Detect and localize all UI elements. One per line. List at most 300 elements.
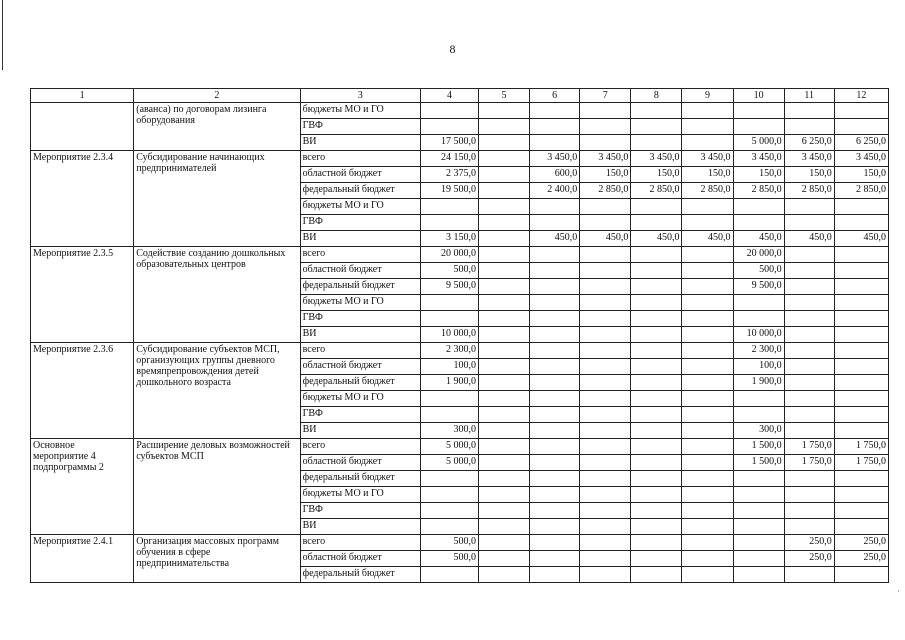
amount-cell [530,439,580,455]
funding-source-cell: бюджеты МО и ГО [300,199,420,215]
amount-cell [580,103,631,119]
amount-cell: 20 000,0 [420,247,478,263]
amount-cell [631,327,682,343]
amount-cell [682,247,733,263]
amount-cell: 3 450,0 [530,151,580,167]
funding-source-cell: ВИ [300,519,420,535]
amount-cell [733,567,784,583]
amount-cell: 1 900,0 [420,375,478,391]
amount-cell [784,119,834,135]
amount-cell: 20 000,0 [733,247,784,263]
amount-cell [479,439,530,455]
amount-cell [733,119,784,135]
amount-cell [834,327,888,343]
amount-cell [479,103,530,119]
amount-cell [530,407,580,423]
amount-cell [530,519,580,535]
funding-source-cell: федеральный бюджет [300,375,420,391]
amount-cell [834,407,888,423]
amount-cell [631,135,682,151]
activity-cell: Мероприятие 2.4.1 [31,535,134,583]
amount-cell [784,391,834,407]
funding-source-cell: федеральный бюджет [300,183,420,199]
amount-cell [631,567,682,583]
amount-cell [580,279,631,295]
amount-cell [784,343,834,359]
amount-cell [479,279,530,295]
amount-cell [631,487,682,503]
amount-cell: 2 850,0 [733,183,784,199]
amount-cell [682,407,733,423]
amount-cell [479,167,530,183]
amount-cell [530,375,580,391]
funding-source-cell: бюджеты МО и ГО [300,487,420,503]
amount-cell [420,567,478,583]
amount-cell: 450,0 [530,231,580,247]
column-header: 8 [631,89,682,103]
amount-cell [834,295,888,311]
amount-cell [682,343,733,359]
amount-cell: 1 500,0 [733,455,784,471]
amount-cell [479,551,530,567]
amount-cell [479,183,530,199]
amount-cell [479,343,530,359]
amount-cell [733,391,784,407]
amount-cell [834,279,888,295]
amount-cell [420,503,478,519]
budget-table [30,88,889,583]
amount-cell [580,503,631,519]
amount-cell [580,391,631,407]
amount-cell [682,423,733,439]
amount-cell [530,327,580,343]
amount-cell: 3 150,0 [420,231,478,247]
funding-source-cell: бюджеты МО и ГО [300,391,420,407]
amount-cell [530,135,580,151]
amount-cell: 2 300,0 [420,343,478,359]
amount-cell: 500,0 [420,535,478,551]
amount-cell [479,215,530,231]
amount-cell: 450,0 [580,231,631,247]
amount-cell: 24 150,0 [420,151,478,167]
amount-cell: 1 750,0 [784,455,834,471]
amount-cell [784,567,834,583]
column-header: 10 [733,89,784,103]
amount-cell [420,119,478,135]
amount-cell: 600,0 [530,167,580,183]
amount-cell [834,503,888,519]
funding-source-cell: ГВФ [300,407,420,423]
amount-cell [631,103,682,119]
amount-cell [580,487,631,503]
amount-cell: 450,0 [834,231,888,247]
amount-cell [784,423,834,439]
amount-cell: 2 300,0 [733,343,784,359]
amount-cell: 250,0 [834,551,888,567]
funding-source-cell: областной бюджет [300,359,420,375]
amount-cell [479,487,530,503]
activity-cell [31,103,134,151]
amount-cell: 3 450,0 [580,151,631,167]
amount-cell: 2 850,0 [631,183,682,199]
amount-cell [784,407,834,423]
amount-cell [580,263,631,279]
amount-cell [682,487,733,503]
amount-cell [682,263,733,279]
amount-cell [530,471,580,487]
amount-cell [733,471,784,487]
amount-cell [530,311,580,327]
table-row [31,439,889,455]
amount-cell [784,247,834,263]
amount-cell [479,471,530,487]
amount-cell [834,471,888,487]
amount-cell [580,199,631,215]
funding-source-cell: всего [300,343,420,359]
amount-cell [631,279,682,295]
amount-cell [682,295,733,311]
amount-cell [580,311,631,327]
amount-cell [682,359,733,375]
amount-cell: 5 000,0 [420,439,478,455]
amount-cell [682,375,733,391]
amount-cell: 300,0 [420,423,478,439]
funding-source-cell: ГВФ [300,119,420,135]
amount-cell [733,199,784,215]
amount-cell [733,551,784,567]
amount-cell [530,263,580,279]
amount-cell [631,535,682,551]
amount-cell: 17 500,0 [420,135,478,151]
amount-cell: 100,0 [420,359,478,375]
column-header: 5 [479,89,530,103]
description-cell: Организация массовых программ обучения в сфере предпринимательства [134,535,300,583]
amount-cell [834,103,888,119]
amount-cell [530,359,580,375]
amount-cell [580,327,631,343]
column-header: 11 [784,89,834,103]
amount-cell [682,311,733,327]
amount-cell [631,391,682,407]
amount-cell [682,327,733,343]
column-header: 7 [580,89,631,103]
amount-cell: 1 900,0 [733,375,784,391]
amount-cell [479,407,530,423]
amount-cell [834,391,888,407]
amount-cell: 2 850,0 [580,183,631,199]
amount-cell [784,279,834,295]
amount-cell [420,103,478,119]
amount-cell: 450,0 [631,231,682,247]
amount-cell [784,327,834,343]
amount-cell [530,567,580,583]
amount-cell: 3 450,0 [682,151,733,167]
amount-cell: 150,0 [733,167,784,183]
amount-cell: 2 850,0 [784,183,834,199]
amount-cell [784,487,834,503]
amount-cell [682,519,733,535]
amount-cell: 1 750,0 [834,455,888,471]
amount-cell [530,391,580,407]
funding-source-cell: ГВФ [300,503,420,519]
amount-cell [479,247,530,263]
amount-cell: 150,0 [580,167,631,183]
amount-cell: 500,0 [420,551,478,567]
amount-cell: 9 500,0 [420,279,478,295]
funding-source-cell: областной бюджет [300,551,420,567]
amount-cell: 150,0 [682,167,733,183]
table-row [31,247,889,263]
amount-cell [733,487,784,503]
amount-cell [682,439,733,455]
amount-cell [682,551,733,567]
table-row [31,103,889,119]
funding-source-cell: всего [300,151,420,167]
activity-cell: Мероприятие 2.3.4 [31,151,134,247]
funding-source-cell: областной бюджет [300,455,420,471]
amount-cell [733,519,784,535]
amount-cell [631,359,682,375]
funding-source-cell: федеральный бюджет [300,567,420,583]
amount-cell [682,135,733,151]
funding-source-cell: ГВФ [300,311,420,327]
amount-cell: 3 450,0 [631,151,682,167]
amount-cell: 1 500,0 [733,439,784,455]
amount-cell [834,423,888,439]
amount-cell [479,295,530,311]
amount-cell [631,263,682,279]
amount-cell [834,199,888,215]
amount-cell [530,551,580,567]
amount-cell [420,295,478,311]
amount-cell [479,263,530,279]
amount-cell [530,503,580,519]
amount-cell [834,567,888,583]
amount-cell [580,471,631,487]
amount-cell [733,535,784,551]
amount-cell [784,199,834,215]
amount-cell [580,519,631,535]
amount-cell [834,487,888,503]
funding-source-cell: областной бюджет [300,167,420,183]
column-header: 4 [420,89,478,103]
amount-cell [479,423,530,439]
amount-cell [631,455,682,471]
amount-cell [682,567,733,583]
amount-cell [420,407,478,423]
amount-cell [530,535,580,551]
margin-rule [2,0,3,70]
amount-cell [530,455,580,471]
amount-cell [580,135,631,151]
amount-cell [834,311,888,327]
funding-source-cell: всего [300,439,420,455]
activity-cell: Основное мероприятие 4 подпрограммы 2 [31,439,134,535]
funding-source-cell: ВИ [300,327,420,343]
edge-mark: · [897,586,900,596]
amount-cell [479,455,530,471]
table-row [31,151,889,167]
amount-cell [631,343,682,359]
table-row [31,343,889,359]
amount-cell [580,343,631,359]
amount-cell [580,247,631,263]
amount-cell [580,119,631,135]
description-cell: Расширение деловых возможностей субъектов МСП [134,439,300,535]
amount-cell: 150,0 [834,167,888,183]
amount-cell [530,119,580,135]
amount-cell: 5 000,0 [733,135,784,151]
amount-cell [580,423,631,439]
amount-cell [580,455,631,471]
amount-cell [784,503,834,519]
amount-cell [479,503,530,519]
amount-cell: 250,0 [784,551,834,567]
amount-cell [420,215,478,231]
activity-cell: Мероприятие 2.3.5 [31,247,134,343]
amount-cell [580,439,631,455]
amount-cell: 3 450,0 [834,151,888,167]
amount-cell [682,119,733,135]
amount-cell [420,199,478,215]
amount-cell [784,519,834,535]
amount-cell [834,343,888,359]
amount-cell [479,535,530,551]
amount-cell: 250,0 [784,535,834,551]
amount-cell [784,359,834,375]
amount-cell [530,199,580,215]
amount-cell [733,503,784,519]
amount-cell [631,247,682,263]
amount-cell [420,519,478,535]
amount-cell [784,103,834,119]
amount-cell: 3 450,0 [733,151,784,167]
amount-cell [631,423,682,439]
amount-cell: 2 850,0 [834,183,888,199]
amount-cell [530,103,580,119]
amount-cell [834,247,888,263]
amount-cell [631,439,682,455]
table-row [31,535,889,551]
amount-cell [580,407,631,423]
funding-source-cell: бюджеты МО и ГО [300,295,420,311]
amount-cell [834,519,888,535]
amount-cell: 10 000,0 [733,327,784,343]
amount-cell [479,519,530,535]
amount-cell [420,471,478,487]
description-cell: Содействие созданию дошкольных образовательных центров [134,247,300,343]
amount-cell [580,359,631,375]
funding-source-cell: ВИ [300,423,420,439]
column-header: 3 [300,89,420,103]
column-header: 2 [134,89,300,103]
amount-cell [580,295,631,311]
amount-cell [479,119,530,135]
amount-cell [834,359,888,375]
funding-source-cell: областной бюджет [300,263,420,279]
amount-cell [631,375,682,391]
amount-cell [420,311,478,327]
amount-cell [530,343,580,359]
amount-cell [631,311,682,327]
amount-cell [580,535,631,551]
amount-cell [580,567,631,583]
amount-cell: 500,0 [420,263,478,279]
amount-cell [682,103,733,119]
amount-cell [784,471,834,487]
amount-cell [580,375,631,391]
amount-cell [733,215,784,231]
description-cell: Субсидирование субъектов МСП, организующих группы дневного времяпрепровождения детей дошкольного возраста [134,343,300,439]
amount-cell [682,455,733,471]
amount-cell [530,423,580,439]
amount-cell [479,391,530,407]
amount-cell [631,119,682,135]
amount-cell: 2 400,0 [530,183,580,199]
amount-cell [479,311,530,327]
amount-cell [530,279,580,295]
funding-source-cell: ВИ [300,231,420,247]
amount-cell: 450,0 [682,231,733,247]
amount-cell: 1 750,0 [784,439,834,455]
amount-cell: 1 750,0 [834,439,888,455]
amount-cell [580,551,631,567]
amount-cell: 19 500,0 [420,183,478,199]
funding-source-cell: всего [300,247,420,263]
amount-cell [784,215,834,231]
amount-cell: 100,0 [733,359,784,375]
amount-cell [784,311,834,327]
funding-source-cell: ГВФ [300,215,420,231]
amount-cell: 250,0 [834,535,888,551]
amount-cell [479,567,530,583]
amount-cell [733,295,784,311]
amount-cell [479,231,530,247]
amount-cell [479,135,530,151]
amount-cell [479,359,530,375]
amount-cell: 2 375,0 [420,167,478,183]
column-header: 9 [682,89,733,103]
amount-cell [733,311,784,327]
amount-cell: 9 500,0 [733,279,784,295]
amount-cell: 500,0 [733,263,784,279]
header-row [31,89,889,103]
amount-cell [784,263,834,279]
funding-source-cell: федеральный бюджет [300,471,420,487]
amount-cell: 10 000,0 [420,327,478,343]
amount-cell [834,263,888,279]
amount-cell [479,199,530,215]
amount-cell: 300,0 [733,423,784,439]
amount-cell [682,471,733,487]
activity-cell: Мероприятие 2.3.6 [31,343,134,439]
amount-cell [530,487,580,503]
page-number: 8 [449,42,456,56]
amount-cell [784,375,834,391]
amount-cell [631,503,682,519]
description-cell: Субсидирование начинающих предпринимателей [134,151,300,247]
funding-source-cell: всего [300,535,420,551]
amount-cell: 6 250,0 [834,135,888,151]
amount-cell: 6 250,0 [784,135,834,151]
amount-cell [631,519,682,535]
amount-cell [682,279,733,295]
amount-cell [420,391,478,407]
amount-cell [784,295,834,311]
amount-cell: 150,0 [631,167,682,183]
amount-cell [682,503,733,519]
amount-cell [580,215,631,231]
